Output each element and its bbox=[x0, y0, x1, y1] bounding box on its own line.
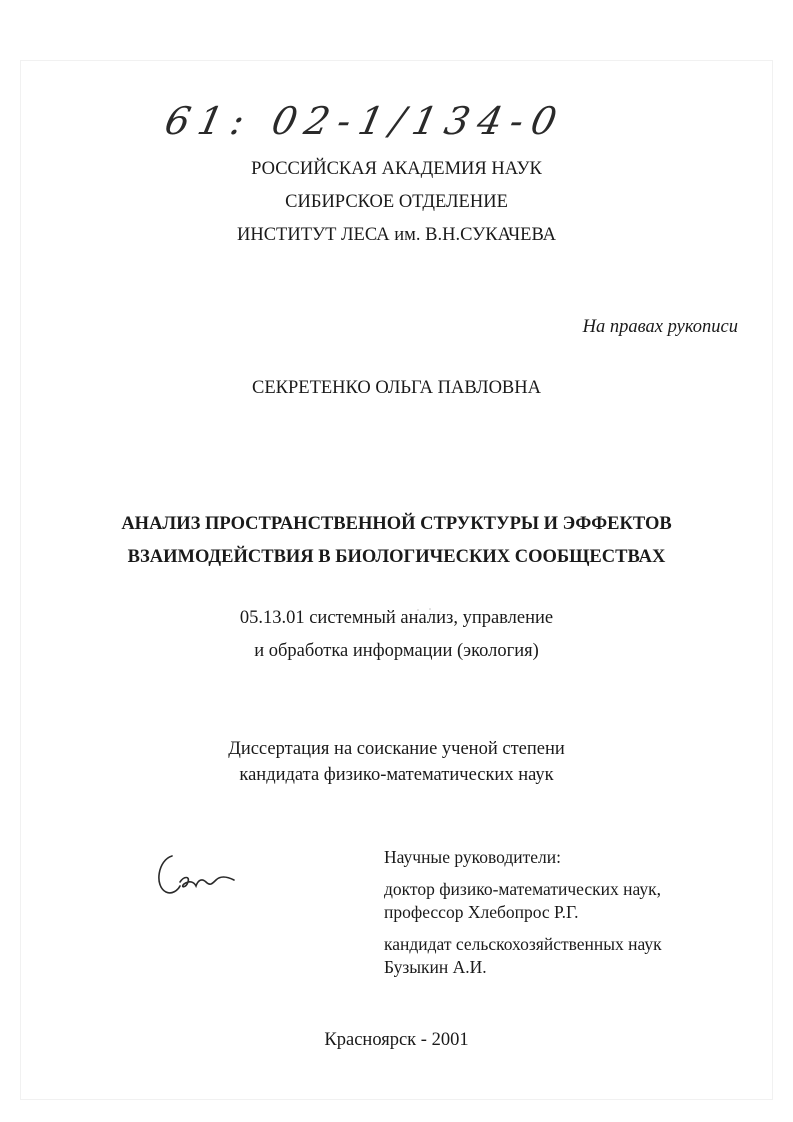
advisors-block bbox=[384, 846, 662, 979]
advisors-heading: Научные руководители: bbox=[384, 847, 561, 867]
specialty-line-2: и обработка информации (экология) bbox=[254, 641, 539, 661]
degree-line-2: кандидата физико-математических наук bbox=[239, 765, 554, 785]
author-name: СЕКРЕТЕНКО ОЛЬГА ПАВЛОВНА bbox=[252, 378, 541, 398]
title-line-1: АНАЛИЗ ПРОСТРАНСТВЕННОЙ СТРУКТУРЫ И ЭФФЕКТОВ bbox=[121, 514, 672, 534]
advisor-2-degree: кандидат сельскохозяйственных наук bbox=[384, 934, 662, 954]
specialty-line-1: 05.13.01 системный анализ, управление bbox=[239, 608, 554, 628]
organization-branch: СИБИРСКОЕ ОТДЕЛЕНИЕ bbox=[285, 192, 508, 212]
organization-block bbox=[0, 153, 793, 252]
title-line-2: ВЗАИМОДЕЙСТВИЯ В БИОЛОГИЧЕСКИХ СООБЩЕСТВАХ bbox=[127, 547, 666, 567]
advisor-1-name: профессор Хлебопрос Р.Г. bbox=[384, 902, 579, 922]
archive-code-text: 61: 02-1/134-0 bbox=[160, 99, 561, 144]
dissertation-title bbox=[0, 508, 793, 574]
organization-institute: ИНСТИТУТ ЛЕСА им. В.Н.СУКАЧЕВА bbox=[236, 225, 557, 245]
specialty-block bbox=[0, 602, 793, 668]
author-signature bbox=[150, 846, 240, 906]
advisor-2-name: Бузыкин А.И. bbox=[384, 957, 487, 977]
handwritten-archive-code bbox=[160, 92, 588, 162]
degree-block bbox=[0, 736, 793, 788]
archive-code-handwriting bbox=[160, 92, 588, 162]
organization-academy: РОССИЙСКАЯ АКАДЕМИЯ НАУК bbox=[251, 159, 542, 179]
city-year: Красноярск - 2001 bbox=[324, 1030, 469, 1050]
degree-line-1: Диссертация на соискание ученой степени bbox=[228, 739, 565, 759]
advisor-1-degree: доктор физико-математических наук, bbox=[384, 879, 661, 899]
rights-note: На правах рукописи bbox=[582, 317, 738, 337]
